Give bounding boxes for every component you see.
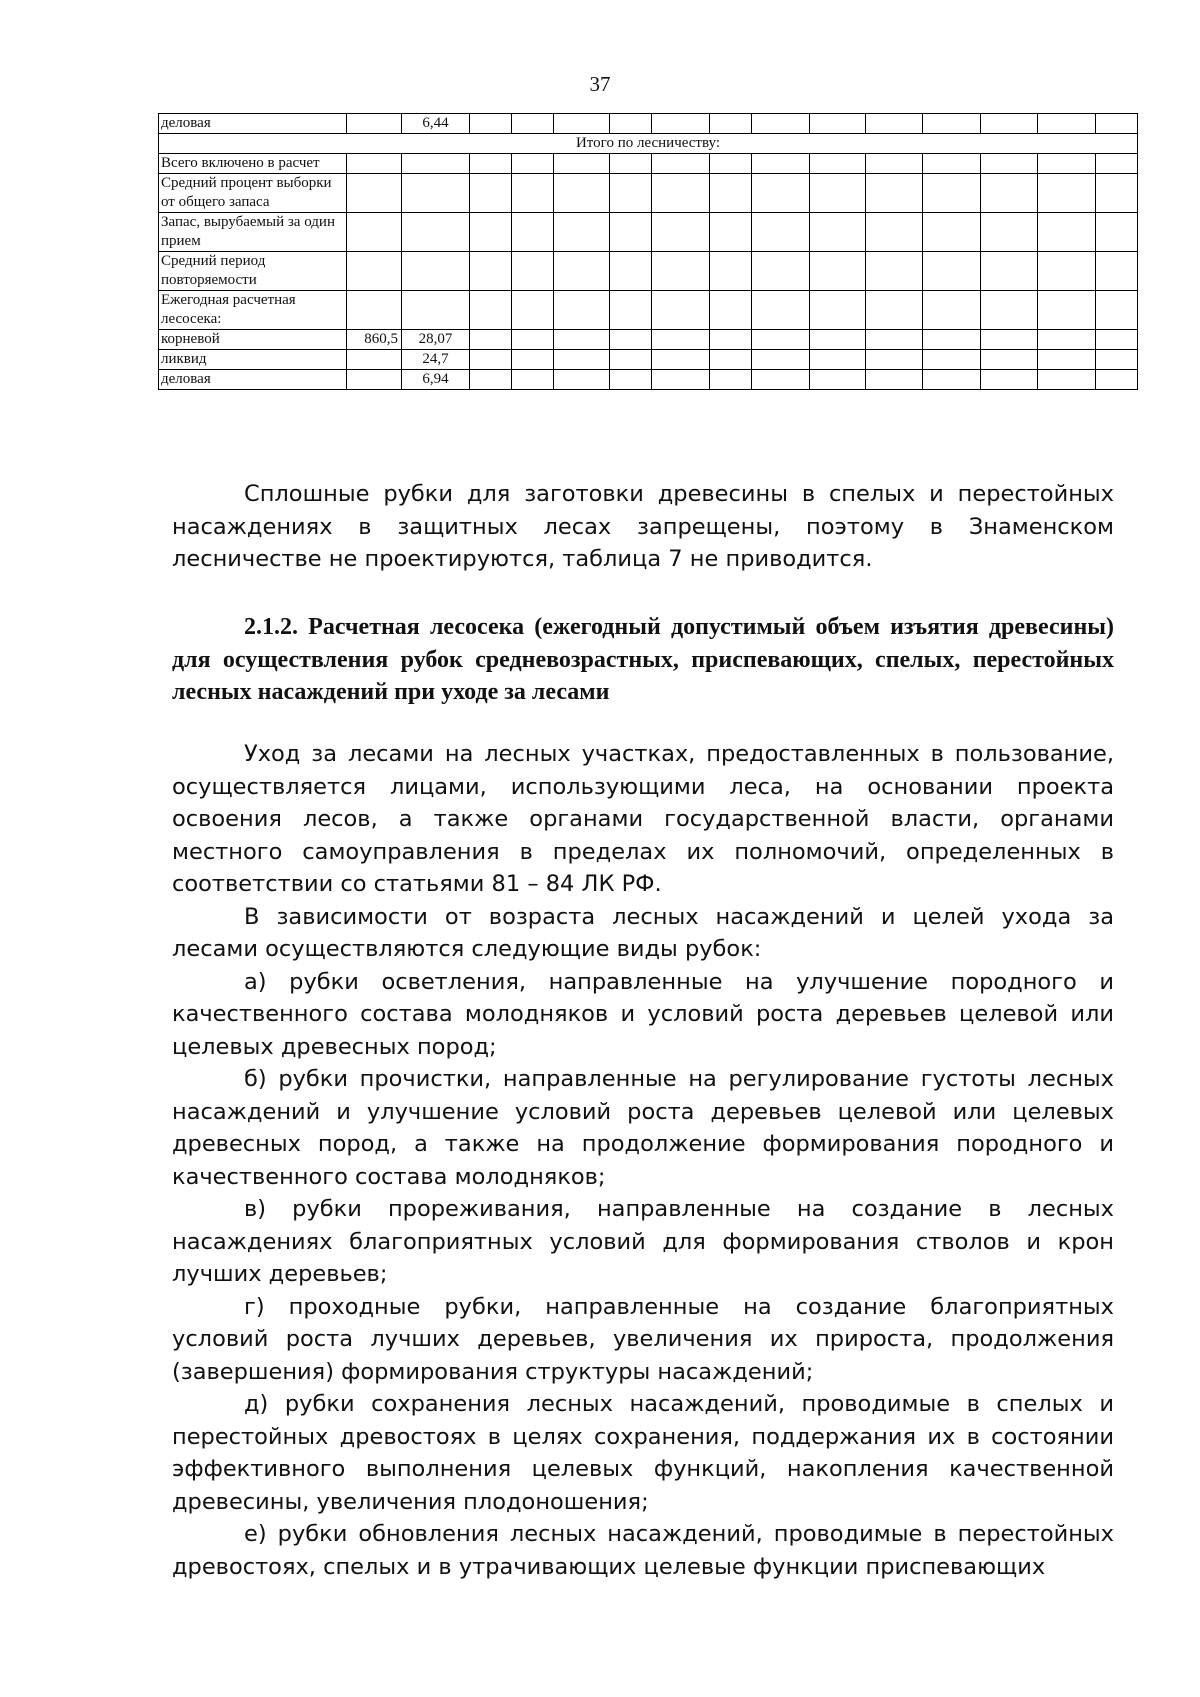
table-section-title: Итого по лесничеству: bbox=[159, 134, 1138, 154]
table-cell: 860,5 bbox=[347, 330, 402, 350]
table-cell bbox=[347, 213, 402, 252]
list-item: б) рубки прочистки, направленные на регулирование густоты лесных насаждений и улучшение условий роста деревьев целевой или целевых древесных пород, а также на продолжение формирования породного и качественного состава молодняков; bbox=[172, 1066, 1114, 1190]
table-row bbox=[159, 114, 1138, 134]
list-item: г) проходные рубки, направленные на создание благоприятных условий роста лучших деревьев, увеличения их прироста, продолжения (завершения) формирования структуры насаждений; bbox=[172, 1293, 1114, 1385]
row-label: Всего включено в расчет bbox=[159, 154, 347, 174]
table-row bbox=[159, 134, 1138, 154]
intro-section bbox=[172, 478, 1114, 576]
paragraph: Уход за лесами на лесных участках, предоставленных в пользование, осуществляется лицами, использующими леса, на основании проекта освоения лесов, а также органами государственной власти, органами местного самоуправления в пределах их полномочий, определенных в соответствии со статьями 81 – 84 ЛК РФ. bbox=[172, 741, 1114, 897]
row-label: корневой bbox=[159, 330, 347, 350]
table-cell: 6,94 bbox=[402, 370, 470, 390]
list-item: д) рубки сохранения лесных насаждений, проводимые в спелых и перестойных древостоях в целях сохранения, поддержания их в состоянии эффективного выполнения целевых функций, накопления качественной древесины, увеличения плодоношения; bbox=[172, 1391, 1114, 1515]
table-cell bbox=[402, 154, 470, 174]
cutting-table bbox=[158, 113, 1138, 390]
table-cell bbox=[347, 291, 402, 330]
table-cell bbox=[347, 174, 402, 213]
table-cell bbox=[347, 154, 402, 174]
table-row bbox=[159, 330, 1138, 350]
section-heading: 2.1.2. Расчетная лесосека (ежегодный допустимый объем изъятия древесины) для осуществления рубок средневозрастных, приспевающих, спелых, перестойных лесных насаждений при уходе за лесами bbox=[172, 614, 1114, 705]
table-cell bbox=[347, 114, 402, 134]
row-label: Ежегодная расчетная лесосека: bbox=[159, 291, 347, 330]
page-number: 37 bbox=[589, 72, 611, 96]
table-cell bbox=[402, 174, 470, 213]
table-cell bbox=[347, 350, 402, 370]
paragraph: Сплошные рубки для заготовки древесины в спелых и перестойных насаждениях в защитных лесах запрещены, поэтому в Знаменском лесничестве не проектируются, таблица 7 не приводится. bbox=[172, 481, 1114, 572]
paragraph: В зависимости от возраста лесных насаждений и целей ухода за лесами осуществляются следующие виды рубок: bbox=[172, 903, 1114, 962]
row-label: деловая bbox=[159, 370, 347, 390]
table-cell bbox=[347, 252, 402, 291]
row-label: Запас, вырубаемый за один прием bbox=[159, 213, 347, 252]
table-row bbox=[159, 154, 1138, 174]
table-cell bbox=[402, 213, 470, 252]
table-cell: 24,7 bbox=[402, 350, 470, 370]
table-row bbox=[159, 213, 1138, 252]
row-label: Средний период повторяемости bbox=[159, 252, 347, 291]
table-cell bbox=[402, 252, 470, 291]
table-cell bbox=[347, 370, 402, 390]
list-item: е) рубки обновления лесных насаждений, проводимые в перестойных древостоях, спелых и в утрачивающих целевые функции приспевающих bbox=[172, 1521, 1114, 1580]
row-label: Средний процент выборки от общего запаса bbox=[159, 174, 347, 213]
main-body bbox=[172, 738, 1114, 1583]
table-cell: 28,07 bbox=[402, 330, 470, 350]
table-cell: 6,44 bbox=[402, 114, 470, 134]
row-label: ликвид bbox=[159, 350, 347, 370]
table-row bbox=[159, 174, 1138, 213]
table-cell bbox=[402, 291, 470, 330]
table-row bbox=[159, 370, 1138, 390]
list-item: в) рубки прореживания, направленные на создание в лесных насаждениях благоприятных условий для формирования стволов и крон лучших деревьев; bbox=[172, 1196, 1114, 1287]
row-label: деловая bbox=[159, 114, 347, 134]
table-row bbox=[159, 252, 1138, 291]
list-item: а) рубки осветления, направленные на улучшение породного и качественного состава молодняков и условий роста деревьев целевой или целевых древесных пород; bbox=[172, 968, 1114, 1060]
table-row bbox=[159, 350, 1138, 370]
table-row bbox=[159, 291, 1138, 330]
